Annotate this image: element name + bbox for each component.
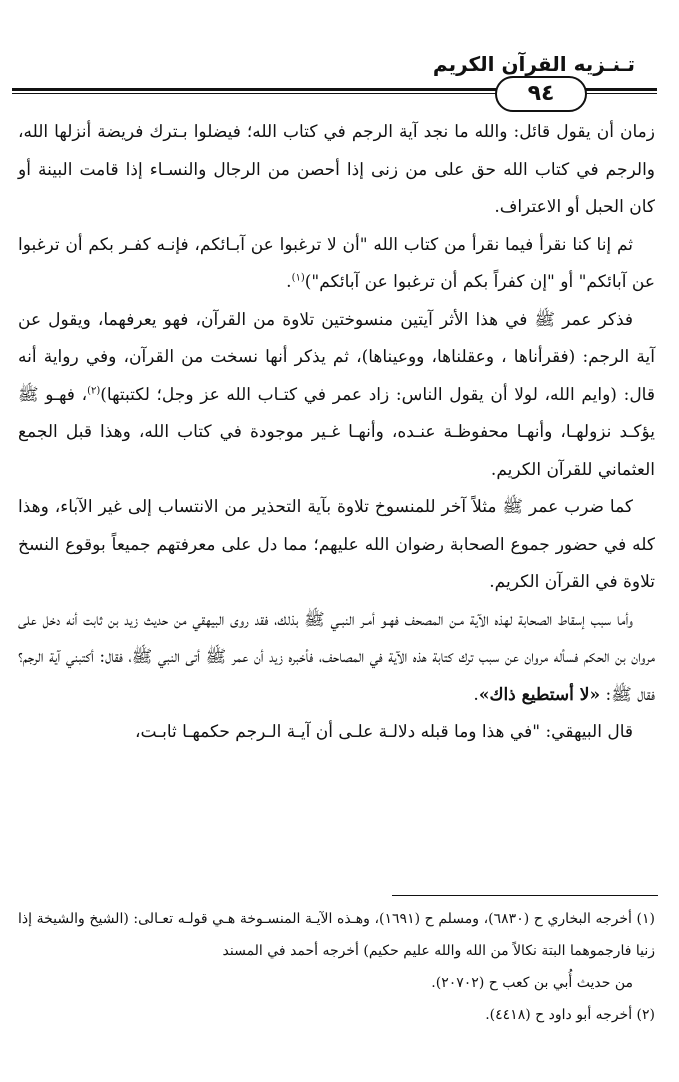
main-text	[18, 114, 655, 752]
paragraph	[18, 302, 655, 490]
paragraph-text: وأما سبب إسقاط الصحابة لهذه الآية مـن المصحف فهـو أمـر النبـي ﷺ بذلك، فقد روى البيهقي من حديث زيد بن ثابت أنه دخل على مروان بن الحكم فسأله مروان عن سبب ترك كتابة هذه الآية في المصاحف، فأخبره زيد أن عمر ﷺ أتى النبي ﷺ، فقال: أكتبني آية الرجم؟ فقال ﷺ:	[18, 609, 655, 705]
paragraph	[18, 489, 655, 602]
footnote-text: (٢) أخرجه أبو داود ح (٤٤١٨).	[485, 1007, 655, 1023]
footnote	[18, 903, 655, 967]
footnote	[18, 999, 655, 1031]
footnotes	[18, 903, 655, 1031]
footnote-text: (١) أخرجه البخاري ح (٦٨٣٠)، ومسلم ح (١٦٩١)، وهـذه الآيـة المنسـوخة هـي قولـه تعـالى: (الشيخ والشيخة إذا زنيا فارجموهما البتة نكالاً من الله والله عليم حكيم) أخرجه أحمد في المسند	[18, 911, 655, 959]
hadith-quote: «لا أستطيع ذاك»	[478, 684, 601, 705]
page-header	[12, 38, 657, 108]
paragraph-text: ثم إنا كنا نقرأ فيما نقرأ من كتاب الله "أن لا ترغبوا عن آبـائكم، فإنـه كفـر بكم أن ترغبوا عن آبائكم" أو "إن كفراً بكم أن ترغبوا عن آبائكم")	[18, 234, 655, 292]
page-number: ٩٤	[495, 76, 587, 112]
footnote	[18, 967, 655, 999]
paragraph	[18, 714, 655, 752]
paragraph-text: ، فهـو ﷺ يؤكـد نزولهـا، وأنهـا محفوظـة عنـده، وأنهـا غـير موجودة في كتاب الله، وهذا قبل الجمع العثماني للقرآن الكريم.	[18, 384, 655, 480]
running-title: تـنـزيه القرآن الكريم	[432, 52, 635, 76]
paragraph-text: قال البيهقي: "في هذا وما قبله دلالـة علـى أن آيـة الـرجم حكمهـا ثابـت،	[134, 722, 633, 742]
paragraph-text: .	[473, 684, 479, 705]
paragraph-text: فذكر عمر ﷺ في هذا الأثر آيتين منسوختين تلاوة من القرآن، فهو يعرفهما، ويقول عن آية الرجم: (فقرأناها ، وعقلناها، ووعيناها)، ثم يذكر أنها نسخت من القرآن، وفي رواية أنه قال: (وايم الله، لولا أن يقول الناس: زاد عمر في كتـاب الله عز وجل؛ لكتبتها)	[18, 309, 655, 405]
paragraph-text: كما ضرب عمر ﷺ مثلاً آخر للمنسوخ تلاوة بآية التحذير من الانتساب إلى غير الآباء، وهذا كله في حضور جموع الصحابة رضوان الله عليهم؛ مما دل على معرفتهم جميعاً بوقوع النسخ تلاوة في القرآن الكريم.	[18, 497, 655, 592]
footnote-ref: (٢)	[87, 384, 101, 396]
paragraph: ثم إنا كنا نقرأ فيما نقرأ من كتاب الله "أن لا ترغبوا عن آبـائكم، فإنـه كفـر بكم أن ترغبوا عن آبائكم" أو "إن كفراً بكم أن ترغبوا عن آبائكم")$^{(١)}$.	[18, 234, 655, 292]
paragraph	[18, 602, 655, 715]
footnote-ref: (١)	[291, 272, 305, 284]
footnote-separator	[392, 895, 658, 896]
paragraph	[18, 114, 655, 227]
paragraph-text: زمان أن يقول قائل: والله ما نجد آية الرجم في كتاب الله؛ فيضلوا بـترك فريضة أنزلها الله، والرجم في كتاب الله حق على من زنى إذا أحصن من الرجال والنسـاء إذا قامت البينة أو كان الحبل أو الاعتراف.	[18, 122, 655, 217]
footnote-text: من حديث أُبي بن كعب ح (٢٠٧٠٢).	[431, 975, 633, 991]
